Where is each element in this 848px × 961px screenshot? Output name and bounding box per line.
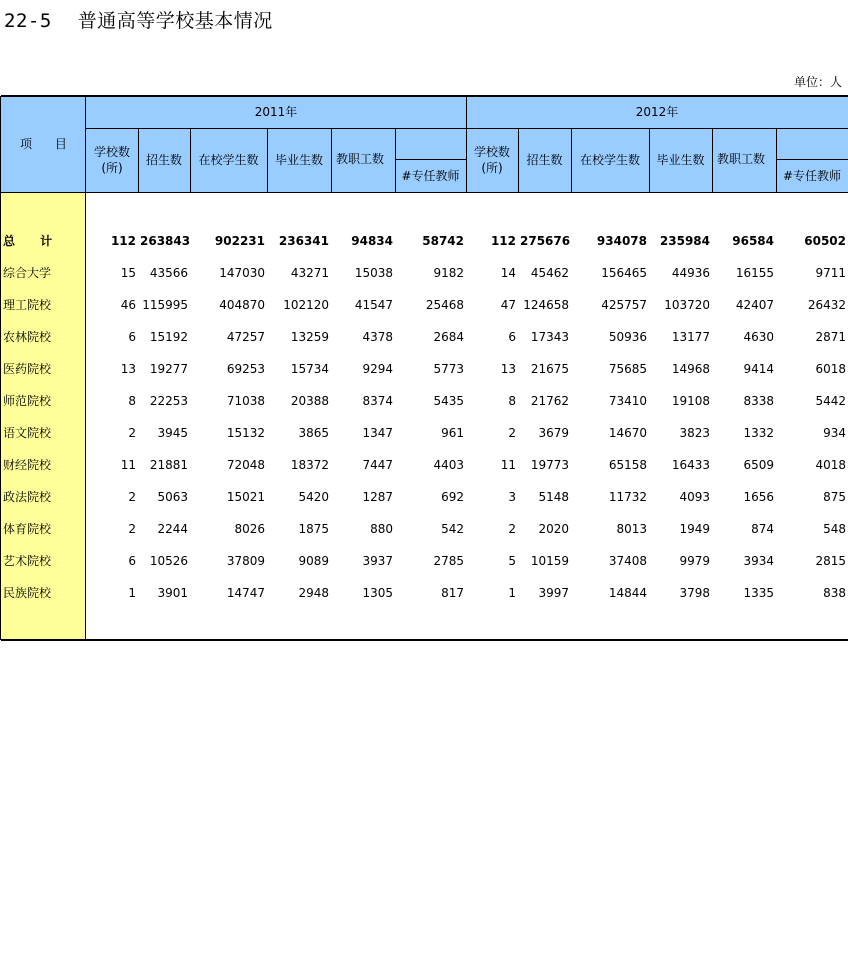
table-cell: 15132: [226, 426, 265, 440]
table-cell: 46: [120, 298, 136, 312]
table-cell: 42407: [735, 298, 774, 312]
col-header-enrollment-2012: 招生数: [526, 153, 563, 167]
table-cell: 94834: [351, 234, 393, 248]
table-cell: 934078: [596, 234, 647, 248]
table-cell: 19773: [530, 458, 569, 472]
table-cell: 17343: [530, 330, 569, 344]
table-cell: 14968: [671, 362, 710, 376]
table-cell: 838: [823, 586, 846, 600]
table-cell: 2815: [815, 554, 846, 568]
table-cell: 5420: [298, 490, 329, 504]
table-cell: 115995: [142, 298, 188, 312]
rule-header-bottom: [1, 192, 848, 193]
table-cell: 2871: [815, 330, 846, 344]
table-cell: 2785: [433, 554, 464, 568]
table-cell: 71038: [226, 394, 265, 408]
table-cell: 5063: [157, 490, 188, 504]
row-label: 师范院校: [3, 394, 52, 408]
col-header-schools-2012: 学校数(所): [473, 145, 510, 175]
table-cell: 3945: [157, 426, 188, 440]
table-cell: 3823: [679, 426, 710, 440]
table-cell: 14747: [226, 586, 265, 600]
table-cell: 3997: [538, 586, 569, 600]
table-cell: 14844: [608, 586, 647, 600]
year-header-2012: 2012年: [635, 105, 679, 119]
table-cell: 8026: [234, 522, 265, 536]
table-cell: 6509: [743, 458, 774, 472]
rule-bottom: [1, 639, 848, 641]
col-header-schools-2011: 学校数(所): [93, 145, 130, 175]
table-cell: 58742: [422, 234, 464, 248]
table-cell: 8374: [362, 394, 393, 408]
table-cell: 26432: [807, 298, 846, 312]
table-cell: 880: [370, 522, 393, 536]
row-label: 农林院校: [3, 330, 52, 344]
table-cell: 43566: [149, 266, 188, 280]
table-cell: 37809: [226, 554, 265, 568]
table-cell: 425757: [601, 298, 647, 312]
row-label: 理工院校: [3, 298, 52, 312]
table-cell: 1332: [743, 426, 774, 440]
table-cell: 902231: [214, 234, 265, 248]
table-cell: 75685: [608, 362, 647, 376]
table-cell: 21881: [149, 458, 188, 472]
stub-header: 项 目: [20, 137, 67, 151]
row-label: 综合大学: [3, 266, 52, 280]
col-header-students-2011: 在校学生数: [198, 153, 259, 167]
table-cell: 404870: [219, 298, 265, 312]
table-cell: 22253: [149, 394, 188, 408]
table-cell: 6: [128, 330, 136, 344]
table-cell: 2684: [433, 330, 464, 344]
table-cell: 102120: [283, 298, 329, 312]
table-cell: 10159: [530, 554, 569, 568]
table-cell: 1335: [743, 586, 774, 600]
table-cell: 19108: [671, 394, 710, 408]
table-cell: 1949: [679, 522, 710, 536]
table-cell: 15038: [354, 266, 393, 280]
table-cell: 9182: [433, 266, 464, 280]
table-cell: 156465: [601, 266, 647, 280]
col-header-students-2012: 在校学生数: [579, 153, 640, 167]
table-cell: 2948: [298, 586, 329, 600]
table-cell: 275676: [520, 234, 571, 248]
row-label: 医药院校: [3, 362, 52, 376]
table-cell: 45462: [530, 266, 569, 280]
table-cell: 3865: [298, 426, 329, 440]
row-label: 体育院校: [3, 522, 52, 536]
table-number: 22-5: [4, 10, 52, 32]
row-label: 民族院校: [3, 586, 52, 600]
table-cell: 25468: [425, 298, 464, 312]
table-cell: 4403: [433, 458, 464, 472]
table-cell: 875: [823, 490, 846, 504]
table-cell: 2: [128, 522, 136, 536]
table-cell: 961: [441, 426, 464, 440]
table-cell: 8: [508, 394, 516, 408]
table-cell: 5148: [538, 490, 569, 504]
table-cell: 3798: [679, 586, 710, 600]
table-cell: 60502: [804, 234, 846, 248]
year-header-2011: 2011年: [254, 105, 298, 119]
table-cell: 65158: [608, 458, 647, 472]
table-cell: 5: [508, 554, 516, 568]
table-cell: 15: [120, 266, 136, 280]
table-cell: 73410: [608, 394, 647, 408]
table-cell: 9711: [815, 266, 846, 280]
table-cell: 15734: [290, 362, 329, 376]
table-cell: 15192: [149, 330, 188, 344]
table-cell: 112: [490, 234, 516, 248]
table-cell: 1347: [362, 426, 393, 440]
table-cell: 11: [120, 458, 136, 472]
table-cell: 2: [508, 426, 516, 440]
table-cell: 2: [128, 490, 136, 504]
table-cell: 874: [751, 522, 774, 536]
row-label: 总 计: [3, 234, 53, 248]
table-cell: 692: [441, 490, 464, 504]
table-cell: 9294: [362, 362, 393, 376]
table-cell: 2020: [538, 522, 569, 536]
table-cell: 47: [500, 298, 516, 312]
row-label: 财经院校: [3, 458, 52, 472]
table-cell: 14670: [608, 426, 647, 440]
table-cell: 236341: [278, 234, 329, 248]
table-cell: 50936: [608, 330, 647, 344]
table-cell: 16155: [735, 266, 774, 280]
table-cell: 21762: [530, 394, 569, 408]
table-cell: 542: [441, 522, 464, 536]
table-cell: 263843: [140, 234, 191, 248]
col-header-graduates-2012: 毕业生数: [656, 153, 705, 167]
table-cell: 15021: [226, 490, 265, 504]
table-cell: 3937: [362, 554, 393, 568]
table-cell: 16433: [671, 458, 710, 472]
table-cell: 13: [500, 362, 516, 376]
table-cell: 6: [508, 330, 516, 344]
table-cell: 4378: [362, 330, 393, 344]
col-header-teachers-2012: #专任教师: [782, 168, 842, 183]
table-cell: 9979: [679, 554, 710, 568]
row-label: 艺术院校: [3, 554, 52, 568]
table-cell: 1: [128, 586, 136, 600]
table-cell: 3901: [157, 586, 188, 600]
table-title: 普通高等学校基本情况: [77, 10, 273, 32]
row-label: 语文院校: [3, 426, 52, 440]
table-cell: 13259: [290, 330, 329, 344]
col-header-teachers-2011: #专任教师: [401, 168, 460, 183]
table-cell: 9414: [743, 362, 774, 376]
table-cell: 235984: [659, 234, 710, 248]
table-cell: 11: [500, 458, 516, 472]
table-cell: 11732: [608, 490, 647, 504]
page-title: [4, 6, 273, 33]
table-cell: 1: [508, 586, 516, 600]
table-cell: 103720: [664, 298, 710, 312]
table-cell: 18372: [290, 458, 329, 472]
table-cell: 8013: [616, 522, 647, 536]
table-cell: 3: [508, 490, 516, 504]
unit-label: 单位：人: [793, 75, 842, 89]
stub-column: [1, 192, 86, 640]
table-cell: 69253: [226, 362, 265, 376]
table-cell: 37408: [608, 554, 647, 568]
table-cell: 4630: [743, 330, 774, 344]
table-cell: 1656: [743, 490, 774, 504]
table-cell: 9089: [298, 554, 329, 568]
table-cell: 44936: [671, 266, 710, 280]
table-cell: 4093: [679, 490, 710, 504]
table-cell: 4018: [815, 458, 846, 472]
table-cell: 1305: [362, 586, 393, 600]
table-cell: 13: [120, 362, 136, 376]
table-cell: 124658: [523, 298, 569, 312]
table-cell: 6: [128, 554, 136, 568]
table-cell: 7447: [362, 458, 393, 472]
table-cell: 2: [508, 522, 516, 536]
table-cell: 21675: [530, 362, 569, 376]
table-cell: 8338: [743, 394, 774, 408]
table-cell: 2244: [157, 522, 188, 536]
table-cell: 5435: [433, 394, 464, 408]
table-cell: 20388: [290, 394, 329, 408]
table-cell: 147030: [219, 266, 265, 280]
table-cell: 13177: [671, 330, 710, 344]
table-cell: 112: [110, 234, 136, 248]
table-cell: 5442: [815, 394, 846, 408]
table-cell: 19277: [149, 362, 188, 376]
table-cell: 3934: [743, 554, 774, 568]
col-header-graduates-2011: 毕业生数: [274, 153, 323, 167]
table-cell: 1875: [298, 522, 329, 536]
table-cell: 43271: [290, 266, 329, 280]
col-header-enrollment-2011: 招生数: [145, 153, 182, 167]
table-cell: 3679: [538, 426, 569, 440]
table-cell: 10526: [149, 554, 188, 568]
table-cell: 548: [823, 522, 846, 536]
table-cell: 1287: [362, 490, 393, 504]
table-cell: 2: [128, 426, 136, 440]
table-cell: 817: [441, 586, 464, 600]
table-cell: 934: [823, 426, 846, 440]
table-cell: 96584: [732, 234, 774, 248]
table-cell: 72048: [226, 458, 265, 472]
table-cell: 14: [500, 266, 516, 280]
row-label: 政法院校: [3, 490, 52, 504]
table-cell: 41547: [354, 298, 393, 312]
table-cell: 47257: [226, 330, 265, 344]
col-header-staff-2012: 教职工数: [717, 152, 766, 166]
table-cell: 5773: [433, 362, 464, 376]
table-cell: 6018: [815, 362, 846, 376]
table-cell: 8: [128, 394, 136, 408]
col-header-staff-2011: 教职工数: [336, 152, 385, 166]
